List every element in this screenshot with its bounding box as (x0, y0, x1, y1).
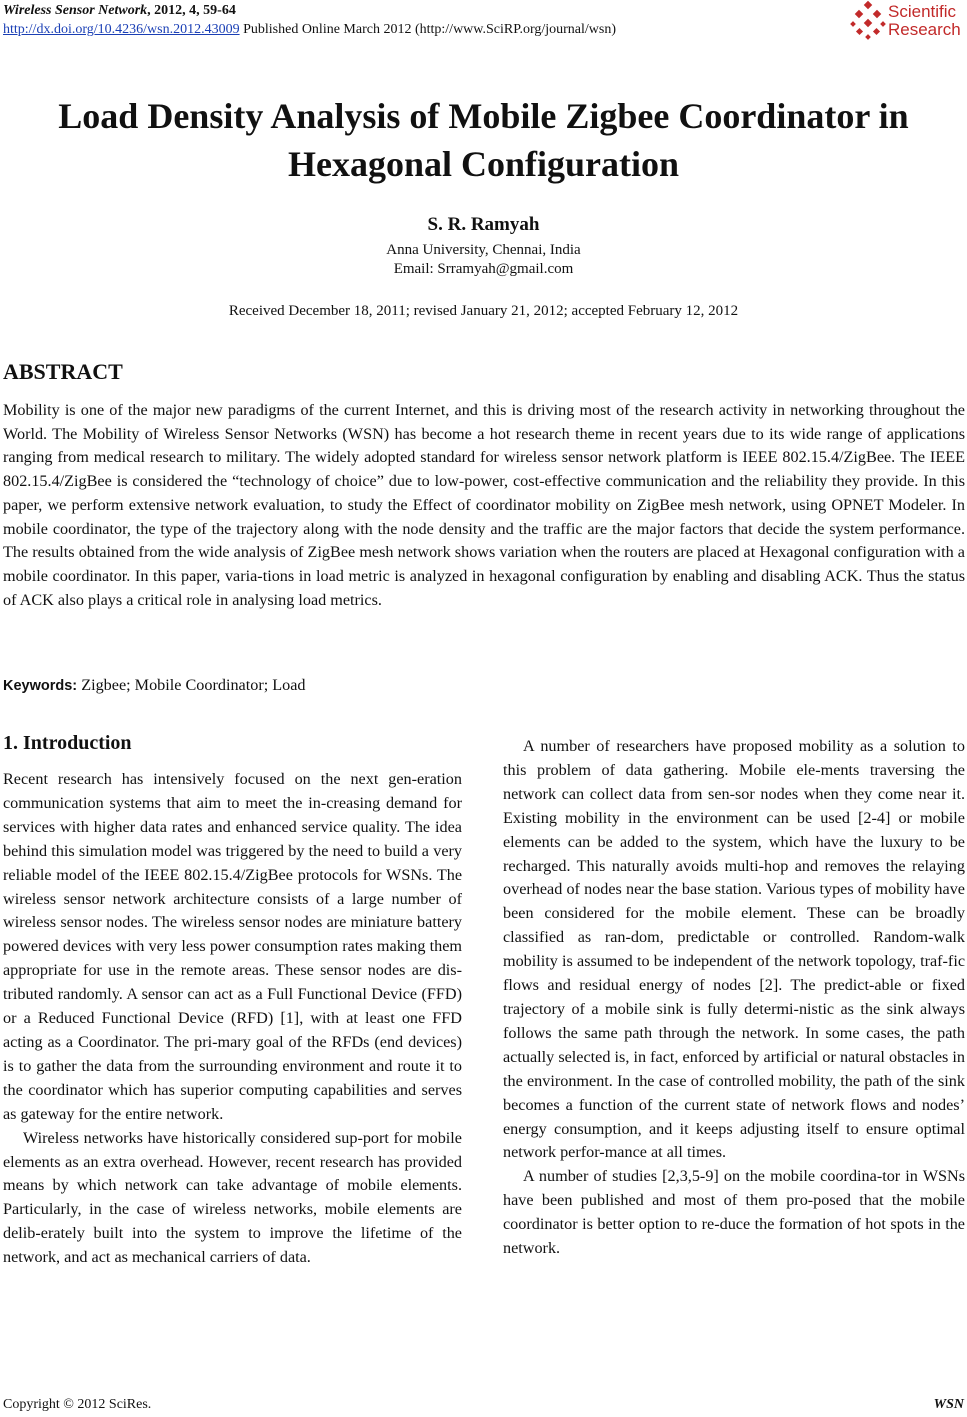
journal-volume: , 2012, 4, 59-64 (147, 3, 236, 18)
logo-text-scientific: Scientific (888, 2, 957, 21)
body-paragraph: A number of researchers have proposed mobility as a solution to this problem of data gathering. Mobile ele-ments traversing the network can collect data from sen-sor nodes when they come near it. Existing mobility in the environment can be used [2-4] or mobile elements can be added to the system, which have the luxury to be recharged. This naturally avoids multi-hop and removes the relaying overhead of nodes near the base station. Various types of mobility have been considered for the mobile element. These can be broadly classified as ran-dom, predictable or controlled. Random-walk mobility is assumed to be independent of the network topology, traf-fic flows and residual energy of nodes [2]. The predict-able or fixed trajectory of a mobile sink is fully determi-nistic as the sink always follows the same path through the network. In some cases, the path actually selected is, in fact, enforced by artificial or natural obstacles in the environment. In the case of controlled mobility, the path of the sink becomes a function of the current state of network flows and nodes’ energy consumption, and it keeps adjusting itself to ensure optimal network perfor-mance at all times. (503, 737, 965, 1162)
logo-mark-icon (848, 0, 888, 42)
title-line-2: Hexagonal Configuration (287, 144, 680, 184)
body-paragraph: Wireless networks have historically considered sup-port for mobile elements as an extra overhead. However, recent research has provided means by which network can take advantage of mobile elements. Particularly, in the case of wireless networks, mobile elements are delib-erately built into the system to improve the lifetime of the network, and act as mechanical carriers of data. (3, 1128, 462, 1267)
author-affiliation: Anna University, Chennai, India (386, 242, 581, 258)
left-column (3, 768, 462, 1270)
keywords-line (3, 675, 306, 696)
section-heading-introduction: 1. Introduction (3, 732, 132, 754)
paper-title (0, 92, 967, 188)
journal-header (3, 2, 236, 19)
keywords-text: Zigbee; Mobile Coordinator; Load (77, 676, 306, 694)
doi-line (3, 21, 616, 38)
journal-name: Wireless Sensor Network (3, 3, 148, 18)
body-paragraph: Recent research has intensively focused on the next gen-eration communication systems that aim to meet the in-creasing demand for services with higher data rates and enhanced service quality. The idea behind this simulation model was triggered by the need to build a very reliable model of the IEEE 802.15.4/ZigBee protocols for WSNs. The wireless sensor network architecture consists of a large number of wireless sensor nodes. The wireless sensor nodes are miniature battery powered devices with very less power consumption rates making them appropriate for use in the remote areas. These sensor nodes are dis-tributed randomly. A sensor can act as a Full Functional Device (FFD) or a Reduced Functional Device (RFD) [1], with at least one FFD acting as a Coordinator. The pri-mary goal of the RFDs (end devices) is to gather the data from the surrounding environment and route it to the coordinator which has superior computing capabilities and serves as gateway for the entire network. (3, 770, 462, 1123)
abstract-heading: ABSTRACT (3, 359, 123, 384)
footer-copyright: Copyright © 2012 SciRes. (3, 1397, 152, 1412)
abstract-text: Mobility is one of the major new paradigms of the current Internet, and this is driving most of the research activity in networking throughout the World. The Mobility of Wireless Sensor Networks (WSN) has become a hot research theme in recent years due to its wide range of applications ranging from medical research to military. The widely adopted standard for wireless sensor network platform is IEEE 802.15.4/ZigBee. The IEEE 802.15.4/ZigBee is considered the “technology of choice” due to low-power, cost-effective communication and the reliability they provide. In this paper, we perform extensive network evaluation, to study the Effect of coordinator mobility on ZigBee mesh network, using OPNET Modeler. In mobile coordinator, the type of the trajectory along with the node density and the traffic are the major factors that decide the system performance. The results obtained from the wide analysis of ZigBee mesh network shows variation when the routers are placed at Hexagonal configuration with a mobile coordinator. In this paper, varia-tions in load metric is analyzed in hexagonal configuration by enabling and disabling ACK. Thus the status of ACK also plays a critical role in analysing load metrics. (3, 401, 965, 609)
keywords-label: Keywords: (3, 678, 78, 694)
right-column (503, 735, 965, 1261)
doi-link[interactable]: http://dx.doi.org/10.4236/wsn.2012.43009 (3, 22, 240, 37)
body-paragraph: A number of studies [2,3,5-9] on the mobile coordina-tor in WSNs have been published and most of them pro-posed that the mobile coordinator is better option to re-duce the formation of hot spots in the network. (503, 1167, 965, 1258)
published-text: Published Online March 2012 (http://www.SciRP.org/journal/wsn) (239, 22, 617, 37)
publisher-logo (848, 0, 967, 42)
author-email: Email: Srramyah@gmail.com (393, 261, 574, 277)
received-dates: Received December 18, 2011; revised January 21, 2012; accepted February 12, 2012 (228, 303, 739, 319)
logo-text-research: Research (888, 20, 961, 39)
footer-journal-abbr: WSN (933, 1397, 964, 1412)
title-line-1: Load Density Analysis of Mobile Zigbee Coordinator in (58, 96, 909, 136)
author-name: S. R. Ramyah (427, 214, 540, 235)
